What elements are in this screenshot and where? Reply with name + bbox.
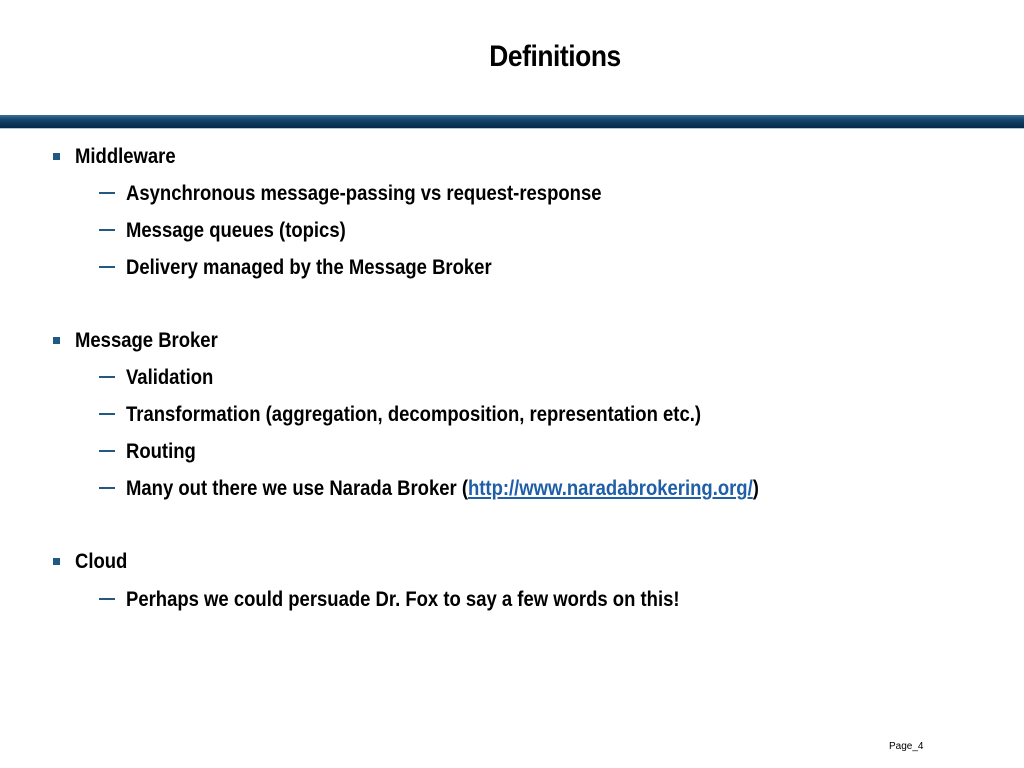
- sub-item-text: Delivery managed by the Message Broker: [126, 256, 492, 279]
- dash-bullet-icon: [99, 598, 115, 600]
- dash-bullet-icon: [99, 413, 115, 415]
- square-bullet-icon: [53, 558, 60, 565]
- square-bullet-icon: [53, 153, 60, 160]
- square-bullet-icon: [53, 337, 60, 344]
- dash-bullet-icon: [99, 376, 115, 378]
- sub-item-text: Transformation (aggregation, decomposition, representation etc.): [126, 403, 702, 426]
- bullet-heading: Middleware: [75, 145, 176, 168]
- sub-item-text: Message queues (topics): [126, 219, 346, 242]
- slide-title: Definitions: [489, 40, 621, 73]
- sub-item-text: [126, 477, 759, 501]
- page-number: Page_4: [889, 741, 924, 752]
- dash-bullet-icon: [99, 487, 115, 489]
- dash-bullet-icon: [99, 266, 115, 268]
- sub-item-text: Routing: [126, 440, 196, 463]
- sub-item-text: Asynchronous message-passing vs request-response: [126, 182, 602, 205]
- dash-bullet-icon: [99, 450, 115, 452]
- bullet-heading: Cloud: [75, 550, 128, 573]
- link-prefix: Many out there we use Narada Broker (: [126, 477, 468, 500]
- link-suffix: ): [752, 477, 759, 500]
- naradabrokering-link[interactable]: http://www.naradabrokering.org/: [467, 477, 753, 500]
- sub-item-text: Validation: [126, 366, 214, 389]
- sub-item-text: Perhaps we could persuade Dr. Fox to say a few words on this!: [126, 588, 680, 611]
- dash-bullet-icon: [99, 192, 115, 194]
- dash-bullet-icon: [99, 229, 115, 231]
- bullet-heading: Message Broker: [75, 329, 218, 352]
